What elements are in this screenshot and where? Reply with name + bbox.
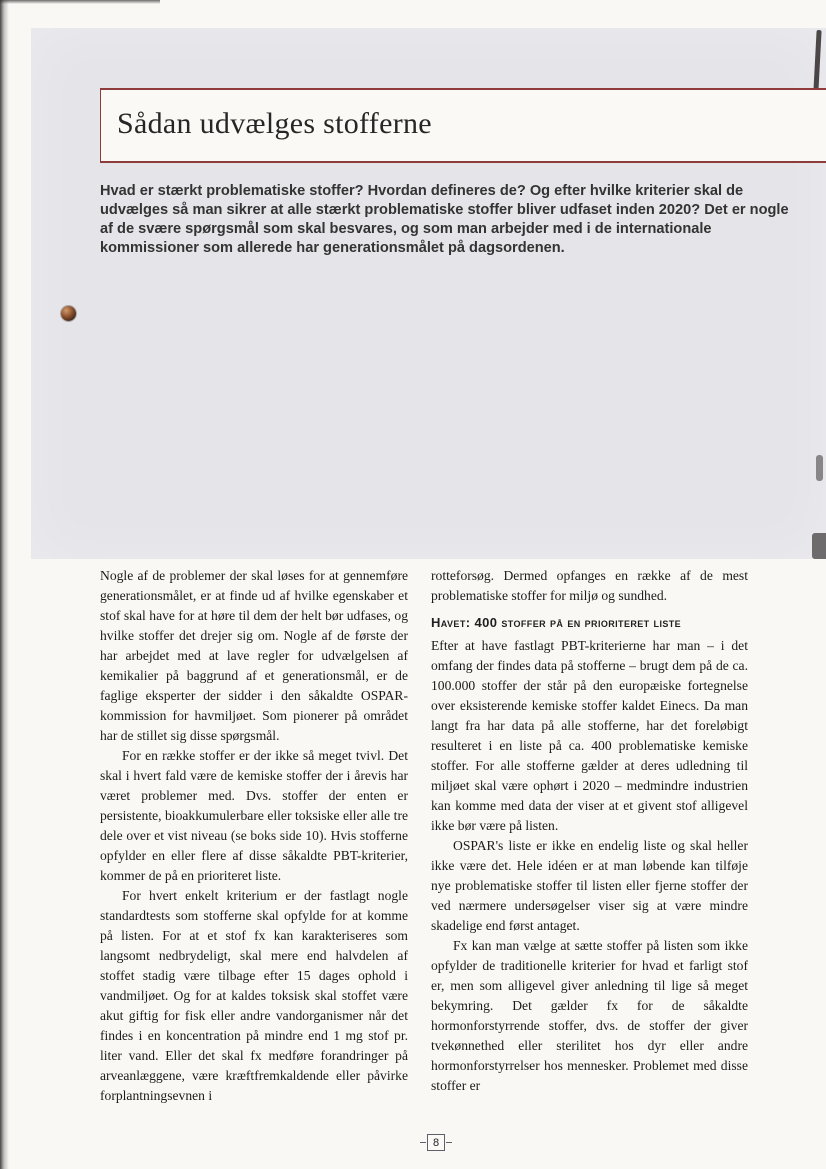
body-paragraph: For hvert enkelt kriterium er der fastlagt nogle standardtests som stofferne skal opfylde for at komme på listen. For at et stof fx kan karakteriseres som langsomt nedbrydeligt, skal mere end halvdelen af stoffet stadig være tilbage efter 15 dages ophold i vandmiljøet. Og for at kaldes toksisk skal stoffet være akut giftig for fisk eller andre vandorganismer når det findes i en koncentration på mindre end 1 mg stof pr. liter vand. Eller det skal fx medføre forandringer på arveanlæggene, være kræftfremkaldende eller påvirke forplantningsevnen i [100, 888, 408, 1103]
scan-artifact-right-2 [812, 533, 826, 559]
decorative-photo-icon [61, 306, 76, 321]
column-lead-paragraph: rotteforsøg. Dermed opfanges en række af de mest problematiske stoffer for miljø og sundhed. [431, 568, 748, 603]
scan-artifact-right-1 [816, 455, 823, 481]
section-heading: Havet: 400 stoffer på en prioriteret liste [431, 615, 682, 630]
page-title: Sådan udvælges stofferne [117, 106, 432, 140]
body-paragraph: Efter at have fastlagt PBT-kriterierne har man – i det omfang der findes data på stofferne – brugt dem på de ca. 100.000 stoffer der står på den europæiske fortegnelse over eksisterende kemiske stoffer kaldet Einecs. Da man langt fra har data på alle stofferne, har det foreløbigt resulteret i en liste på ca. 400 problematiske kemiske stoffer. For alle stofferne gælder at deres udledning til miljøet skal være ophørt i 2020 – medmindre industrien kan komme med data der viser at et givent stof alligevel ikke bør være på listen. [431, 638, 748, 833]
left-column [100, 566, 408, 1106]
title-box [100, 88, 826, 163]
body-paragraph: OSPAR's liste er ikke en endelig liste og skal heller ikke være det. Hele idéen er at man løbende kan tilføje nye problematiske stoffer til listen eller fjerne stoffer der ved nærmere undersøgelser viser sig at være mindre skadelige end først antaget. [431, 838, 748, 933]
scan-edge-left [0, 0, 9, 1169]
body-paragraph: Nogle af de problemer der skal løses for at gennemføre generationsmålet, er at finde ud af hvilke egenskaber et stof skal have for at høre til dem der helt bør udfases, og hvilke stoffer det drejer sig om. Nogle af de første der har arbejdet med at lave regler for udvælgelsen af kemikalier på baggrund af et generationsmål, er de faglige eksperter der sidder i den såkaldte OSPAR-kommission for havmiljøet. Som pionerer på området har de stillet sig disse spørgsmål. [100, 568, 408, 743]
page-number: 8 [432, 1136, 440, 1149]
scan-edge-top [0, 0, 160, 4]
body-paragraph: Fx kan man vælge at sætte stoffer på listen som ikke opfylder de traditionelle kriterier for hvad et farligt stof er, men som alligevel giver anledning til lige så meget bekymring. Det gælder fx for de såkaldte hormonforstyrrende stoffer, dvs. de stoffer der giver tvekønnethed eller sterilitet hos dyr eller andre hormonforstyrrelser hos mennesker. Problemet med disse stoffer er [431, 938, 748, 1093]
page-number-box [427, 1134, 445, 1151]
right-column [431, 566, 748, 1096]
intro-paragraph: Hvad er stærkt problematiske stoffer? Hvordan defineres de? Og efter hvilke kriterier skal de udvælges så man sikrer at alle stærkt problematiske stoffer bliver udfaset inden 2020? Det er nogle af de svære spørgsmål som skal besvares, og som man arbejder med i de internationale kommissioner som allerede har generationsmålet på dagsordenen. [100, 183, 789, 256]
body-paragraph: For en række stoffer er der ikke så meget tvivl. Det skal i hvert fald være de kemiske stoffer der i årevis har været problemer med. Dvs. stoffer der enten er persistente, bioakkumulerbare eller toksiske eller alle tre dele over et vist niveau (se boks side 10). Hvis stofferne opfylder en eller flere af disse såkaldte PBT-kriterier, kommer de på en prioriteret liste. [100, 748, 408, 883]
